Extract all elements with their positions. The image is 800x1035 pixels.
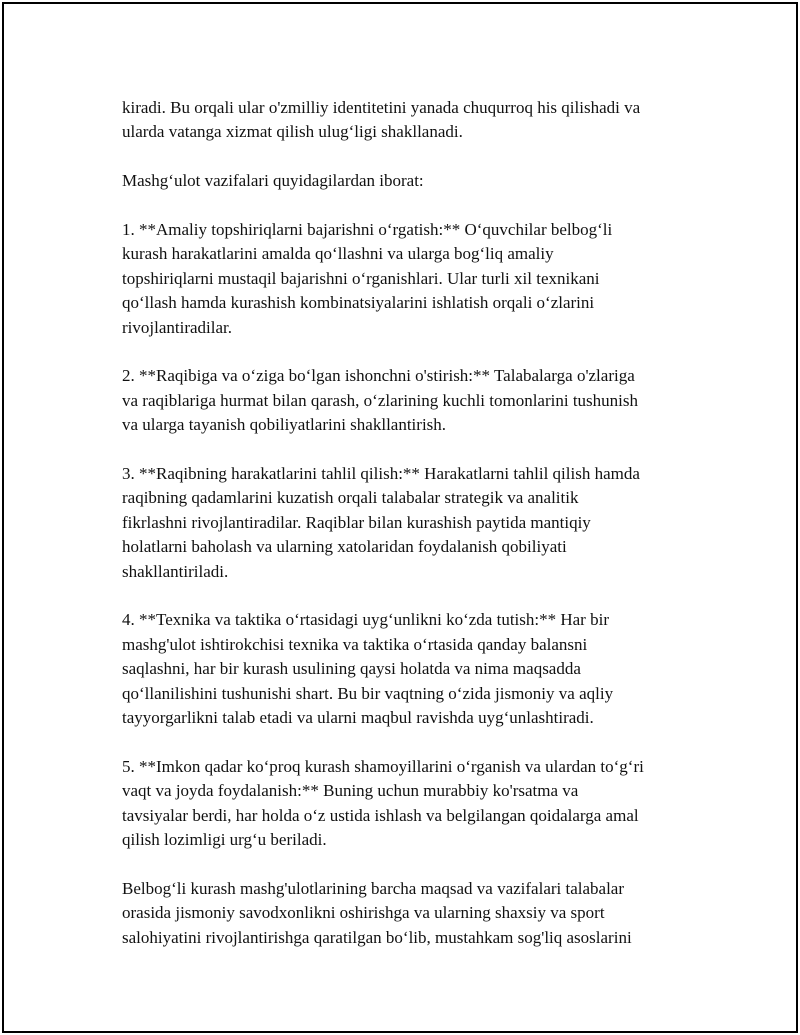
text-line: kiradi. Bu orqali ular o'zmilliy identitetini yanada chuqurroq his qilishadi va bbox=[122, 98, 641, 117]
paragraph-7 bbox=[122, 755, 702, 853]
document-body bbox=[122, 96, 702, 975]
page-frame bbox=[2, 2, 798, 1033]
paragraph-3 bbox=[122, 218, 702, 340]
text-line: 1. **Amaliy topshiriqlarni bajarishni o‘rgatish:** O‘quvchilar belbog‘li bbox=[122, 220, 613, 239]
text-line: rivojlantiradilar. bbox=[122, 317, 232, 337]
text-line: 2. **Raqibiga va o‘ziga bo‘lgan ishonchni o'stirish:** Talabalarga o'zlariga bbox=[122, 366, 635, 386]
text-line: 4. **Texnika va taktika o‘rtasidagi uyg‘unlikni ko‘zda tutish:** Har bir bbox=[122, 610, 609, 630]
text-line: vaqt va joyda foydalanish:** Buning uchun murabbiy ko'rsatma va bbox=[122, 781, 579, 801]
paragraph-6 bbox=[122, 608, 702, 730]
paragraph-2 bbox=[122, 169, 702, 193]
text-line: qilish lozimligi urg‘u beriladi. bbox=[122, 830, 327, 850]
text-line: tayyorgarlikni talab etadi va ularni maqbul ravishda uyg‘unlashtiradi. bbox=[122, 708, 594, 728]
text-line: raqibning qadamlarini kuzatish orqali talabalar strategik va analitik bbox=[122, 488, 579, 508]
text-line: Mashg‘ulot vazifalari quyidagilardan iborat: bbox=[122, 171, 424, 191]
text-line: saqlashni, har bir kurash usulining qaysi holatda va nima maqsadda bbox=[122, 659, 581, 679]
text-line: ularda vatanga xizmat qilish ulug‘ligi shakllanadi. bbox=[122, 122, 463, 142]
text-line: qo‘llanilishini tushunishi shart. Bu bir vaqtning o‘zida jismoniy va aqliy bbox=[122, 683, 614, 703]
text-line: fikrlashni rivojlantiradilar. Raqiblar bilan kurashish paytida mantiqiy bbox=[122, 512, 591, 532]
text-line: tavsiyalar berdi, har holda o‘z ustida ishlash va belgilangan qoidalarga amal bbox=[122, 805, 639, 825]
text-line: 5. **Imkon qadar ko‘proq kurash shamoyillarini o‘rganish va ulardan to‘g‘ri bbox=[122, 756, 644, 776]
text-line: Belbog‘li kurash mashg'ulotlarining barcha maqsad va vazifalari talabalar bbox=[122, 878, 625, 898]
paragraph-5 bbox=[122, 462, 702, 584]
text-line: qo‘llash hamda kurashish kombinatsiyalarini ishlatish orqali o‘zlarini bbox=[122, 293, 595, 313]
paragraph-1 bbox=[122, 96, 702, 145]
text-line: orasida jismoniy savodxonlikni oshirishga va ularning shaxsiy va sport bbox=[122, 903, 605, 923]
paragraph-4 bbox=[122, 364, 702, 437]
text-line: salohiyatini rivojlantirishga qaratilgan bo‘lib, mustahkam sog'liq asoslarini bbox=[122, 927, 632, 947]
text-line: kurash harakatlarini amalda qo‘llashni va ularga bog‘liq amaliy bbox=[122, 244, 554, 264]
text-line: shakllantiriladi. bbox=[122, 561, 229, 581]
paragraph-8 bbox=[122, 877, 702, 950]
text-line: 3. **Raqibning harakatlarini tahlil qilish:** Harakatlarni tahlil qilish hamda bbox=[122, 464, 640, 484]
text-line: holatlarni baholash va ularning xatolaridan foydalanish qobiliyati bbox=[122, 537, 567, 557]
text-line: mashg'ulot ishtirokchisi texnika va taktika o‘rtasida qanday balansni bbox=[122, 634, 588, 654]
text-line: va ularga tayanish qobiliyatlarini shakllantirish. bbox=[122, 415, 447, 435]
text-line: topshiriqlarni mustaqil bajarishni o‘rganishlari. Ular turli xil texnikani bbox=[122, 268, 600, 288]
text-line: va raqiblariga hurmat bilan qarash, o‘zlarining kuchli tomonlarini tushunish bbox=[122, 390, 639, 410]
